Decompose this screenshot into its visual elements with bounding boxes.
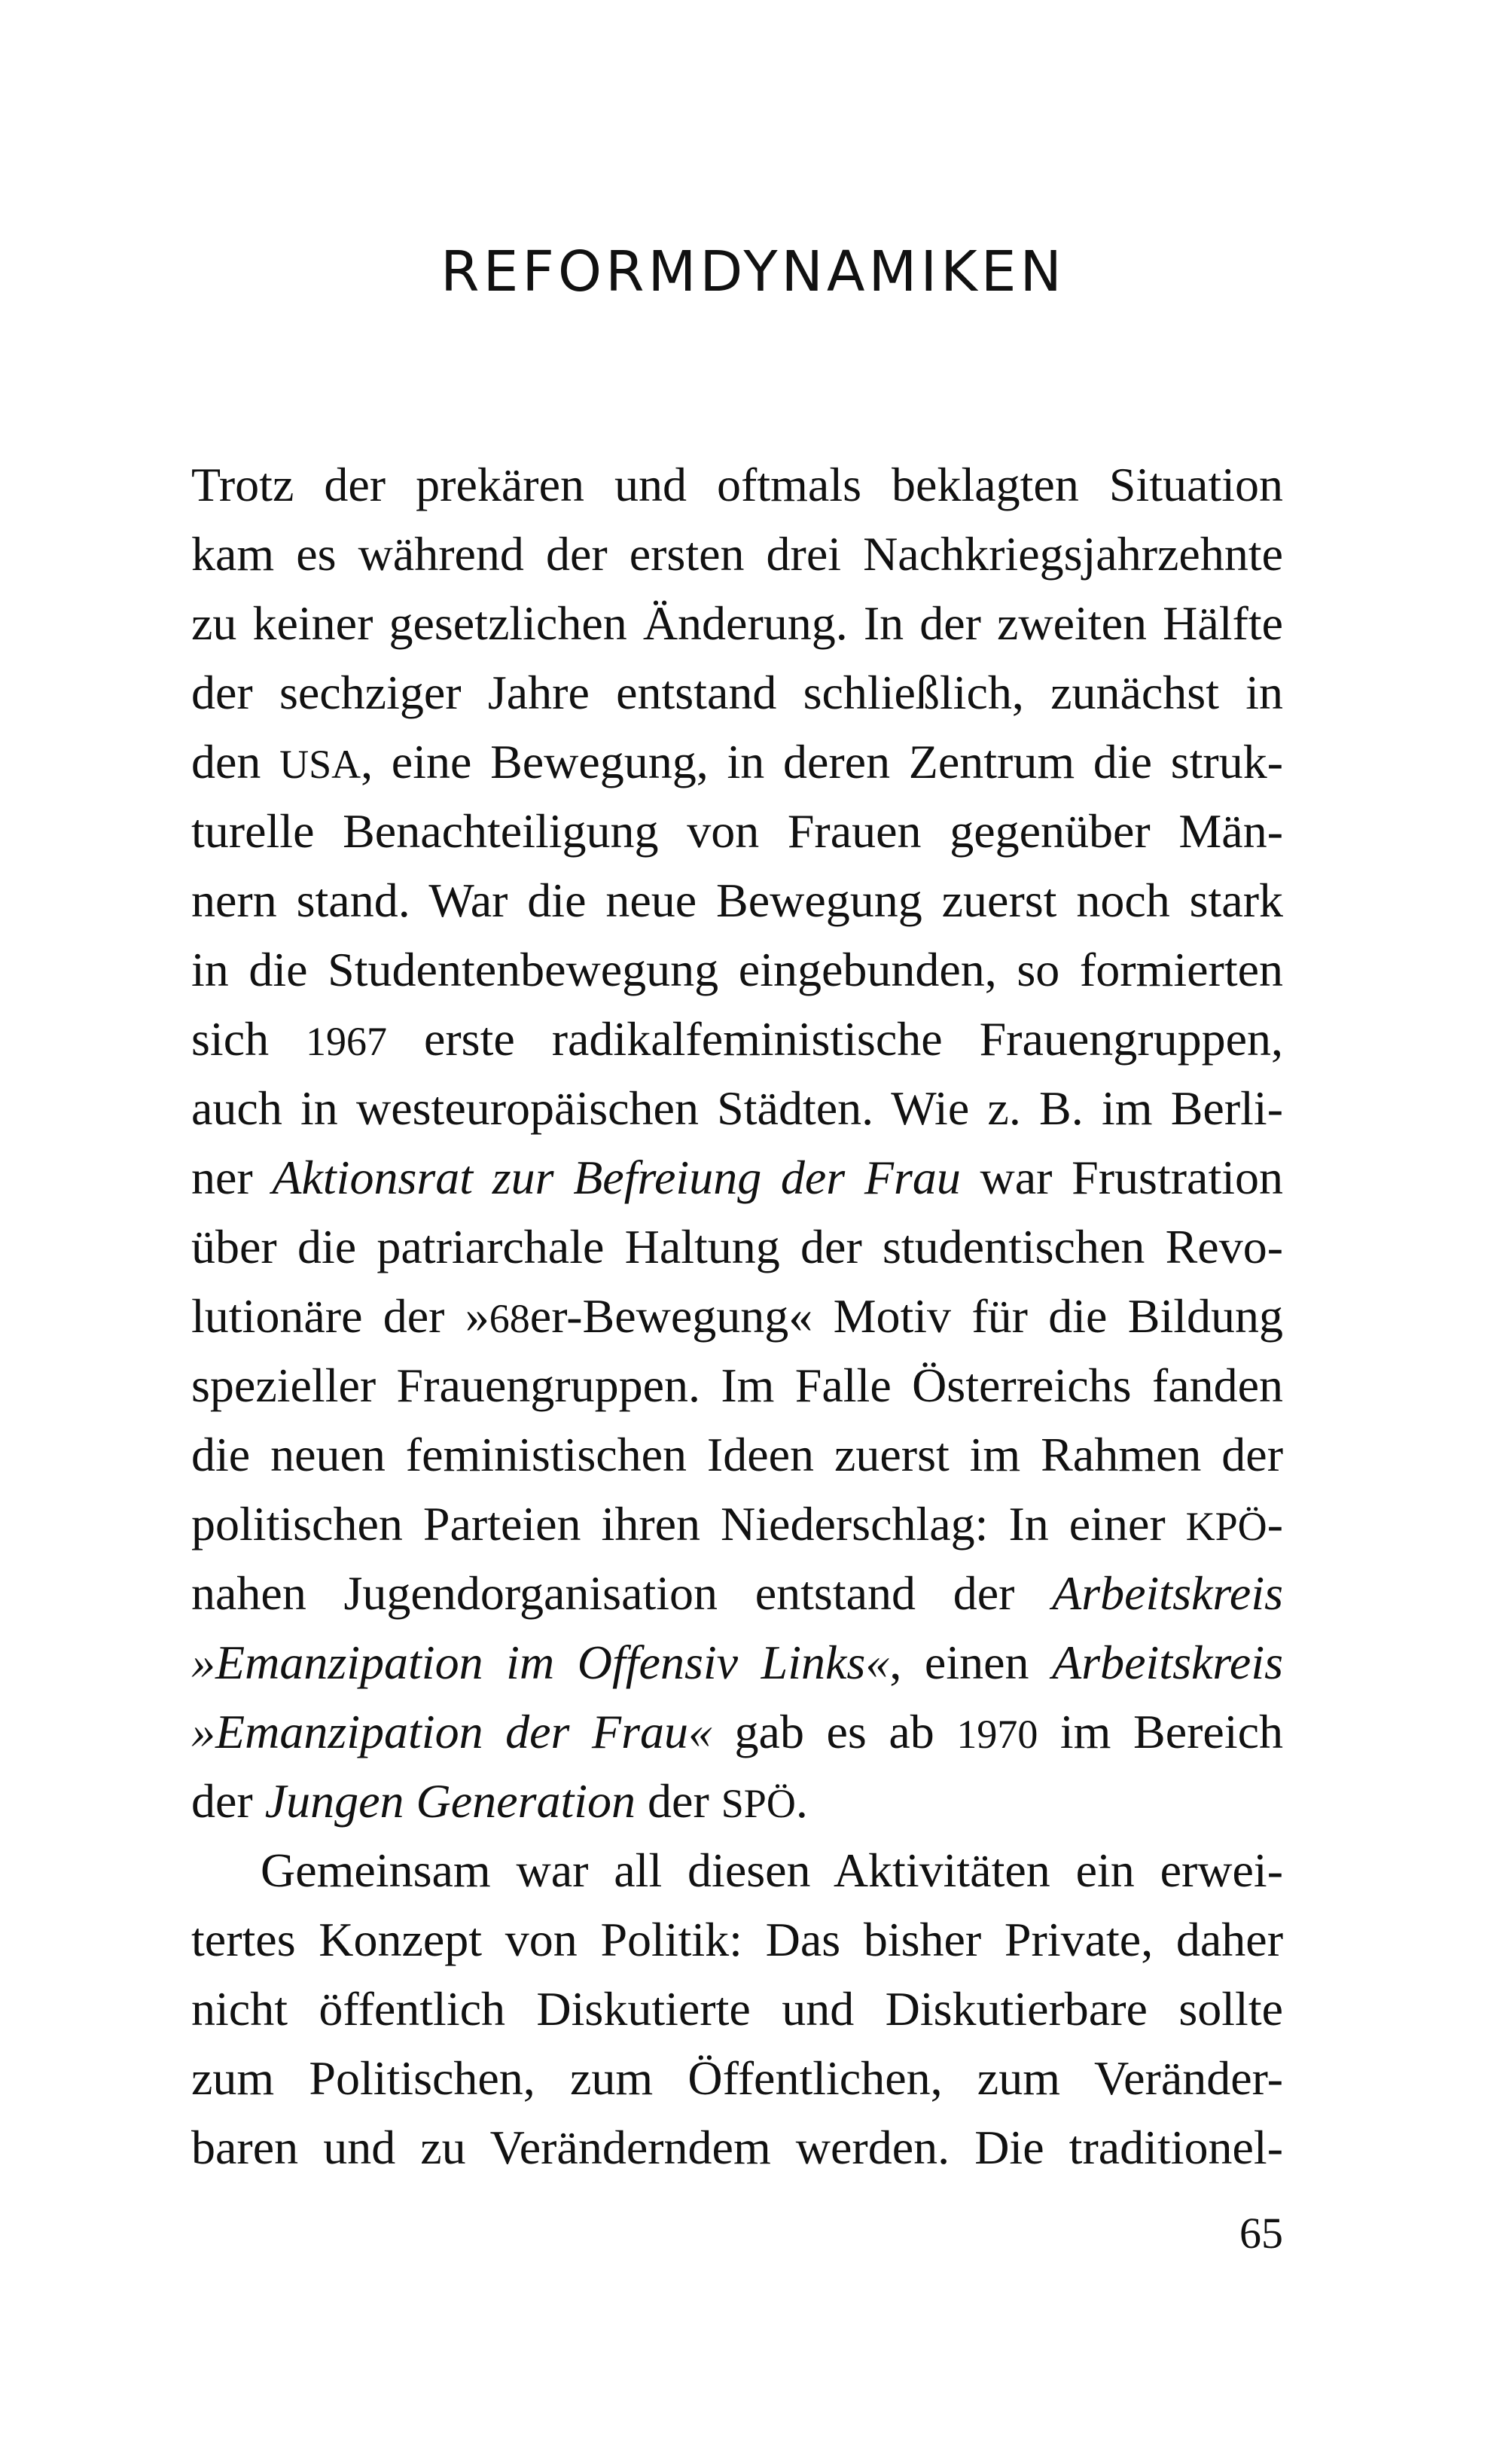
oldstyle-number: 1967: [306, 1019, 388, 1064]
italic-title: Arbeitskreis: [1052, 1636, 1283, 1689]
small-caps: SPÖ: [721, 1781, 796, 1826]
italic-title: Aktionsrat zur Befreiung der Frau: [272, 1151, 961, 1204]
text-line: »Emanzipation im Offensiv Links«, einen Arbeitskreis: [191, 1636, 1283, 1689]
italic-title: Arbeitskreis: [1052, 1566, 1283, 1620]
text-line: spezieller Frauengruppen. Im Falle Österreichs fanden: [191, 1359, 1283, 1412]
text-line: nahen Jugendorganisation entstand der Arbeitskreis: [191, 1566, 1283, 1620]
text-line: Gemeinsam war all diesen Aktivitäten ein erwei-: [261, 1843, 1283, 1897]
text-line: sich 1967 erste radikalfeministische Frauengruppen,: [191, 1012, 1284, 1066]
running-head: REFORMDYNAMIKEN: [441, 239, 1065, 304]
oldstyle-number: 1970: [956, 1712, 1038, 1757]
text-line: auch in westeuropäischen Städten. Wie z. B. im Berli-: [191, 1081, 1283, 1135]
oldstyle-number: 68: [489, 1296, 530, 1341]
text-line: über die patriarchale Haltung der studentischen Revo-: [191, 1220, 1283, 1273]
body-text: [191, 450, 1283, 2182]
text-line: ner Aktionsrat zur Befreiung der Frau war Frustration: [191, 1151, 1284, 1204]
text-line: zum Politischen, zum Öffentlichen, zum Veränder-: [191, 2051, 1283, 2105]
text-line: nicht öffentlich Diskutierte und Diskutierbare sollte: [191, 1982, 1283, 2036]
text-line: den USA, eine Bewegung, in deren Zentrum die struk-: [191, 735, 1284, 788]
italic-title: »Emanzipation der Frau«: [191, 1705, 712, 1758]
text-line: die neuen feministischen Ideen zuerst im Rahmen der: [191, 1428, 1283, 1481]
text-line: politischen Parteien ihren Niederschlag: In einer KPÖ-: [191, 1497, 1283, 1551]
text-line: lutionäre der »68er-Bewegung« Motiv für die Bildung: [191, 1289, 1284, 1343]
italic-title: Jungen Generation: [264, 1774, 636, 1828]
text-line: in die Studentenbewegung eingebunden, so formierten: [191, 943, 1283, 996]
text-line: kam es während der ersten drei Nachkriegsjahrzehnte: [191, 527, 1283, 581]
paragraph: [191, 1836, 1283, 2182]
text-line: »Emanzipation der Frau« gab es ab 1970 im Bereich: [191, 1705, 1283, 1758]
text-line: tertes Konzept von Politik: Das bisher Private, daher: [191, 1913, 1283, 1966]
small-caps: KPÖ: [1185, 1504, 1267, 1549]
italic-title: »Emanzipation im Offensiv Links«: [191, 1636, 890, 1689]
text-line: der Jungen Generation der SPÖ.: [191, 1774, 808, 1828]
text-line: nern stand. War die neue Bewegung zuerst noch stark: [191, 874, 1283, 927]
text-line: Trotz der prekären und oftmals beklagten Situation: [191, 458, 1283, 511]
page-number: 65: [1239, 2209, 1283, 2258]
text-line: der sechziger Jahre entstand schließlich, zunächst in: [191, 666, 1283, 719]
small-caps: USA: [279, 742, 361, 787]
paragraph: [191, 450, 1283, 1836]
text-line: turelle Benachteiligung von Frauen gegenüber Män-: [191, 804, 1283, 858]
text-line: zu keiner gesetzlichen Änderung. In der zweiten Hälfte: [191, 596, 1283, 650]
text-line: baren und zu Veränderndem werden. Die traditionel-: [191, 2121, 1283, 2174]
